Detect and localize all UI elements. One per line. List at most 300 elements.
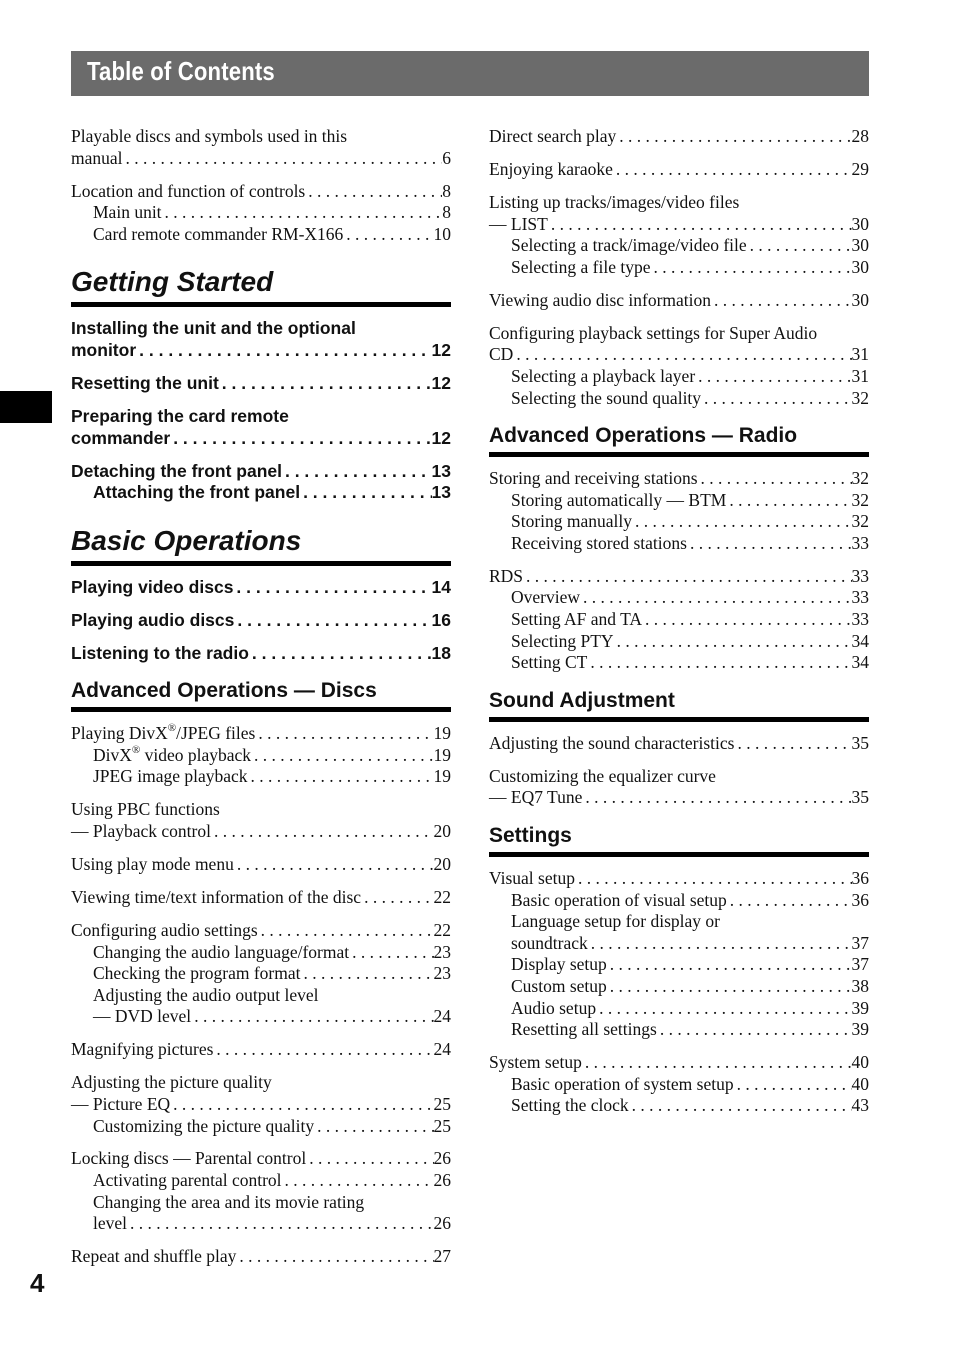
toc-entry[interactable] [489, 631, 869, 653]
toc-line [71, 1072, 451, 1094]
toc-line [71, 920, 451, 942]
toc-line [489, 911, 869, 933]
toc-entry[interactable] [489, 1095, 869, 1117]
toc-line [71, 340, 451, 362]
toc-line [71, 1213, 451, 1235]
toc-line [489, 1095, 869, 1117]
toc-entry[interactable] [71, 318, 451, 361]
toc-entry[interactable] [489, 998, 869, 1020]
page-ref[interactable]: 30 [851, 213, 869, 234]
toc-group [71, 461, 451, 504]
entry-title [71, 406, 289, 428]
entry-text: Selecting a file type [511, 256, 651, 277]
entry-title [489, 733, 734, 755]
dot-leader [349, 942, 433, 964]
dot-leader [282, 461, 432, 483]
toc-entry[interactable] [489, 490, 869, 512]
page-ref[interactable]: 32 [851, 468, 869, 489]
page-ref[interactable]: 23 [433, 963, 451, 984]
toc-group [71, 373, 451, 395]
toc-entry[interactable] [489, 235, 869, 257]
page-ref[interactable]: 31 [851, 344, 869, 365]
entry-title [511, 954, 607, 976]
entry-title [511, 652, 587, 674]
toc-group [71, 406, 451, 449]
toc-entry[interactable] [71, 1148, 451, 1170]
entry-text: — LIST [489, 213, 548, 234]
page-ref[interactable]: 35 [851, 732, 869, 753]
page-ref[interactable]: 12 [431, 339, 451, 360]
toc-line [71, 181, 451, 203]
entry-text: Display setup [511, 954, 607, 975]
page-ref[interactable]: 19 [433, 723, 451, 744]
entry-title [489, 787, 582, 809]
entry-title [71, 1148, 306, 1170]
dot-leader [607, 954, 852, 976]
section-heading: Advanced Operations — Radio [489, 423, 869, 457]
toc-line [489, 733, 869, 755]
toc-group [71, 799, 451, 842]
toc-line [489, 787, 869, 809]
entry-text: Adjusting the audio output level [93, 984, 319, 1005]
toc-group [71, 1039, 451, 1061]
toc-entry[interactable] [489, 609, 869, 631]
toc-entry[interactable] [71, 202, 451, 224]
dot-leader [306, 1148, 433, 1170]
toc-group [489, 159, 869, 181]
toc-line [489, 511, 869, 533]
toc-entry[interactable] [71, 887, 451, 909]
toc-line [489, 468, 869, 490]
toc-entry[interactable] [489, 566, 869, 588]
entry-title [71, 428, 170, 450]
toc-entry[interactable] [489, 587, 869, 609]
page-ref[interactable]: 38 [851, 975, 869, 996]
dot-leader [301, 963, 434, 985]
toc-group [489, 468, 869, 554]
toc-entry[interactable] [71, 610, 451, 632]
entry-text: Listing up tracks/images/video files [489, 191, 740, 212]
entry-title [93, 1170, 282, 1192]
entry-text: level [93, 1213, 128, 1234]
entry-title [93, 745, 251, 767]
toc-line [489, 652, 869, 674]
entry-title [511, 911, 720, 933]
dot-leader [170, 1094, 433, 1116]
toc-line [71, 461, 451, 483]
entry-text: Resetting the unit [71, 372, 219, 393]
page-ref[interactable]: 27 [433, 1246, 451, 1267]
toc-line [489, 126, 869, 148]
entry-text: Playing audio discs [71, 609, 235, 630]
entry-text: Customizing the equalizer curve [489, 765, 716, 786]
page-ref[interactable]: 20 [433, 854, 451, 874]
toc-line [489, 890, 869, 912]
page-ref[interactable]: 32 [851, 489, 869, 510]
page-ref[interactable]: 22 [433, 919, 451, 940]
entry-text: Language setup for display or [511, 911, 720, 932]
dot-leader [582, 787, 851, 809]
toc-group [71, 643, 451, 665]
entry-text: — DVD level [93, 1006, 192, 1027]
page-ref[interactable]: 24 [433, 1006, 451, 1027]
page-ref[interactable]: 30 [851, 256, 869, 277]
entry-title [93, 1213, 127, 1235]
entry-title [511, 631, 614, 653]
toc-entry[interactable] [71, 482, 451, 504]
toc-entry[interactable] [71, 723, 451, 745]
toc-entry[interactable] [71, 224, 451, 246]
toc-entry[interactable] [489, 159, 869, 181]
toc-entry[interactable] [71, 1072, 451, 1115]
dot-leader [588, 933, 852, 955]
toc-line [489, 344, 869, 366]
entry-text: Locking discs — Parental control [71, 1148, 307, 1169]
page-ref[interactable]: 26 [433, 1213, 451, 1234]
toc-group [489, 868, 869, 1041]
page-ref[interactable]: 36 [851, 889, 869, 910]
entry-title [71, 373, 219, 395]
toc-entry[interactable] [489, 890, 869, 912]
dot-leader [343, 224, 433, 246]
toc-entry[interactable] [489, 192, 869, 235]
entry-title [71, 340, 136, 362]
entry-title [511, 609, 642, 631]
toc-entry[interactable] [71, 745, 451, 767]
toc-entry[interactable] [71, 942, 451, 964]
page-ref[interactable]: 30 [851, 235, 869, 256]
entry-text: Resetting all settings [511, 1019, 657, 1040]
page-ref[interactable]: 13 [431, 460, 451, 481]
toc-entry[interactable] [489, 290, 869, 312]
page-ref[interactable]: 43 [851, 1095, 869, 1116]
toc-entry[interactable] [71, 985, 451, 1028]
page-ref[interactable]: 10 [433, 223, 451, 244]
toc-line [71, 1006, 451, 1028]
toc-entry[interactable] [71, 920, 451, 942]
page-ref[interactable]: 33 [851, 587, 869, 608]
dot-leader [650, 257, 851, 279]
entry-text: Playing DivX [71, 723, 168, 744]
entry-title [71, 854, 234, 876]
section-heading: Settings [489, 823, 869, 857]
toc-line [489, 766, 869, 788]
page-ref[interactable]: 36 [851, 868, 869, 888]
entry-text: Visual setup [489, 868, 575, 888]
page-ref[interactable]: 39 [851, 997, 869, 1018]
entry-text: Direct search play [489, 126, 617, 146]
entry-title [489, 868, 575, 890]
page-ref[interactable]: 19 [433, 766, 451, 787]
page-ref[interactable]: 8 [442, 180, 451, 201]
toc-line [71, 1246, 451, 1268]
toc-entry[interactable] [489, 1052, 869, 1074]
toc-line [489, 323, 869, 345]
toc-line [71, 821, 451, 843]
dot-leader [248, 766, 434, 788]
page-number: 4 [30, 1268, 45, 1298]
toc-entry[interactable] [71, 181, 451, 203]
entry-text: Preparing the card remote [71, 405, 289, 426]
toc-group [71, 1148, 451, 1234]
dot-leader [695, 366, 851, 388]
dot-leader [734, 733, 851, 755]
page-ref[interactable]: 24 [433, 1039, 451, 1060]
page-ref[interactable]: 14 [431, 576, 451, 597]
toc-line [489, 214, 869, 236]
toc-group [71, 1246, 451, 1268]
entry-title [489, 126, 616, 148]
entry-text: commander [71, 427, 171, 448]
toc-line [489, 1052, 869, 1074]
entry-text: Basic operation of system setup [511, 1073, 734, 1094]
toc-line [489, 257, 869, 279]
toc-line [71, 1170, 451, 1192]
toc-line [489, 868, 869, 890]
dot-leader [734, 1074, 852, 1096]
entry-text: Playable discs and symbols used in this [71, 126, 348, 146]
section-heading: Advanced Operations — Discs [71, 678, 451, 712]
page-ref[interactable]: 34 [851, 630, 869, 651]
page-ref[interactable]: 18 [431, 642, 451, 663]
entry-title [489, 192, 739, 214]
toc-entry[interactable] [489, 652, 869, 674]
toc-line [71, 1192, 451, 1214]
toc-entry[interactable] [489, 766, 869, 809]
entry-text: Selecting a track/image/video file [511, 235, 747, 256]
entry-text: Changing the area and its movie rating [93, 1191, 365, 1212]
entry-title [93, 766, 248, 788]
toc-entry[interactable] [489, 1019, 869, 1041]
toc-entry[interactable] [71, 1116, 451, 1138]
entry-title [71, 1246, 236, 1268]
entry-text: Storing manually [511, 511, 633, 532]
dot-leader [513, 344, 851, 366]
dot-leader [575, 868, 852, 890]
toc-entry[interactable] [489, 911, 869, 954]
toc-group [489, 192, 869, 278]
dot-leader [258, 920, 434, 942]
page-ref[interactable]: 16 [431, 609, 451, 630]
entry-title [71, 920, 258, 942]
toc-entry[interactable] [71, 963, 451, 985]
toc-line [489, 1019, 869, 1041]
toc-group [489, 1052, 869, 1117]
dot-leader [629, 1095, 852, 1117]
entry-title [71, 887, 361, 909]
toc-line [71, 406, 451, 428]
entry-title [71, 723, 255, 745]
toc-entry[interactable] [71, 1246, 451, 1268]
toc-entry[interactable] [71, 643, 451, 665]
toc-entry[interactable] [71, 1039, 451, 1061]
entry-text: — EQ7 Tune [489, 787, 583, 808]
page-ref[interactable]: 34 [851, 652, 869, 673]
toc-line [489, 490, 869, 512]
toc-entry[interactable] [489, 468, 869, 490]
toc-entry[interactable] [489, 366, 869, 388]
dot-leader [698, 468, 852, 490]
page-ref[interactable]: 40 [851, 1052, 869, 1073]
toc-group [71, 920, 451, 1028]
entry-text: JPEG image playback [93, 766, 248, 787]
page-ref[interactable]: 37 [851, 932, 869, 953]
entry-title [93, 1006, 191, 1028]
page-ref[interactable]: 35 [851, 787, 869, 808]
toc-line [71, 643, 451, 665]
toc-entry[interactable] [71, 1170, 451, 1192]
page-ref[interactable]: 25 [433, 1115, 451, 1136]
toc-line [71, 723, 451, 745]
entry-title [511, 511, 632, 533]
toc-line [71, 428, 451, 450]
entry-text: monitor [71, 339, 137, 360]
toc-entry[interactable] [71, 799, 451, 842]
dot-leader [234, 854, 434, 876]
page-ref[interactable]: 12 [431, 427, 451, 448]
toc-entry[interactable] [489, 954, 869, 976]
page-ref[interactable]: 13 [431, 482, 451, 503]
page-ref[interactable]: 23 [433, 941, 451, 962]
toc-entry[interactable] [489, 533, 869, 555]
entry-text: Setting the clock [511, 1095, 629, 1116]
toc-line [71, 799, 451, 821]
dot-leader [191, 1006, 433, 1028]
entry-text: — Picture EQ [71, 1093, 171, 1114]
toc-entry[interactable] [71, 373, 451, 395]
toc-line [489, 998, 869, 1020]
entry-text: Installing the unit and the optional [71, 318, 356, 339]
page-ref[interactable]: 32 [851, 387, 869, 408]
toc-entry[interactable] [489, 868, 869, 890]
entry-text: Checking the program format [93, 963, 301, 984]
entry-title [93, 985, 319, 1007]
toc-entry[interactable] [489, 126, 869, 148]
dot-leader [234, 610, 431, 632]
entry-title [71, 1072, 272, 1094]
page-ref[interactable]: 40 [851, 1073, 869, 1094]
toc-entry[interactable] [71, 461, 451, 483]
page-ref[interactable]: 37 [851, 954, 869, 975]
entry-title [71, 318, 356, 340]
toc-line [71, 854, 451, 876]
entry-title [511, 933, 588, 955]
page-ref[interactable]: 32 [851, 511, 869, 532]
toc-entry[interactable] [489, 511, 869, 533]
dot-leader [642, 609, 852, 631]
page-ref[interactable]: 26 [433, 1148, 451, 1169]
entry-text: Viewing time/text information of the disc [71, 886, 362, 907]
toc-entry[interactable] [489, 733, 869, 755]
entry-title [511, 235, 747, 257]
entry-title [71, 461, 282, 483]
page-ref[interactable]: 25 [433, 1093, 451, 1114]
toc-line [71, 126, 451, 148]
toc-entry[interactable] [71, 126, 451, 169]
toc-entry[interactable] [489, 1074, 869, 1096]
dot-leader [123, 148, 443, 170]
entry-text: Setting CT [511, 652, 588, 673]
page-ref[interactable]: 12 [431, 372, 451, 393]
entry-text: CD [489, 344, 514, 365]
toc-entry[interactable] [71, 854, 451, 876]
dot-leader [587, 652, 851, 674]
toc-entry[interactable] [71, 766, 451, 788]
entry-title [511, 388, 701, 410]
entry-title [71, 181, 305, 203]
toc-group [71, 610, 451, 632]
page-ref[interactable]: 33 [851, 532, 869, 553]
page-ref[interactable]: 33 [851, 565, 869, 586]
dot-leader [616, 126, 851, 148]
dot-leader [314, 1116, 433, 1138]
toc-entry[interactable] [71, 406, 451, 449]
page-ref[interactable]: 28 [851, 126, 869, 146]
page-ref[interactable]: 6 [442, 147, 451, 168]
toc-line [489, 566, 869, 588]
toc-line [489, 631, 869, 653]
dot-leader [580, 587, 851, 609]
toc-entry[interactable] [71, 1192, 451, 1235]
page-ref[interactable]: 8 [442, 202, 451, 223]
entry-title [511, 1095, 629, 1117]
page-ref[interactable]: 31 [851, 365, 869, 386]
toc-line [71, 985, 451, 1007]
entry-text: Listening to the radio [71, 642, 249, 663]
page-ref[interactable]: 30 [851, 289, 869, 310]
dot-leader [136, 340, 431, 362]
page-ref[interactable]: 26 [433, 1170, 451, 1191]
dot-leader [249, 643, 432, 665]
entry-title [511, 976, 607, 998]
page-ref[interactable]: 22 [433, 886, 451, 907]
entry-title [489, 468, 698, 490]
page-ref[interactable]: 20 [433, 821, 451, 842]
entry-title [489, 566, 523, 588]
entry-text: manual [71, 147, 123, 168]
toc-right-column [489, 126, 869, 1117]
dot-leader [701, 388, 851, 410]
toc-group [71, 577, 451, 599]
page-ref[interactable]: 39 [851, 1019, 869, 1040]
page-ref[interactable]: 19 [433, 744, 451, 765]
entry-title [93, 1192, 364, 1214]
toc-line [489, 159, 869, 181]
toc-group [71, 854, 451, 876]
toc-entry[interactable] [71, 577, 451, 599]
entry-text: Storing automatically — BTM [511, 489, 727, 510]
entry-text: Custom setup [511, 975, 607, 996]
page-ref[interactable]: 33 [851, 609, 869, 630]
entry-title [489, 159, 613, 181]
dot-leader [747, 235, 852, 257]
toc-line [71, 577, 451, 599]
dot-leader [727, 890, 852, 912]
entry-title [511, 1074, 734, 1096]
toc-line [489, 235, 869, 257]
toc-entry[interactable] [489, 976, 869, 998]
toc-entry[interactable] [489, 388, 869, 410]
entry-text: Attaching the front panel [93, 482, 301, 503]
entry-title [71, 799, 220, 821]
dot-leader [687, 533, 852, 555]
section-heading: Getting Started [71, 265, 451, 307]
entry-title [71, 643, 249, 665]
toc-entry[interactable] [489, 323, 869, 366]
toc-line [71, 224, 451, 246]
toc-entry[interactable] [489, 257, 869, 279]
page-ref[interactable]: 29 [851, 158, 869, 179]
